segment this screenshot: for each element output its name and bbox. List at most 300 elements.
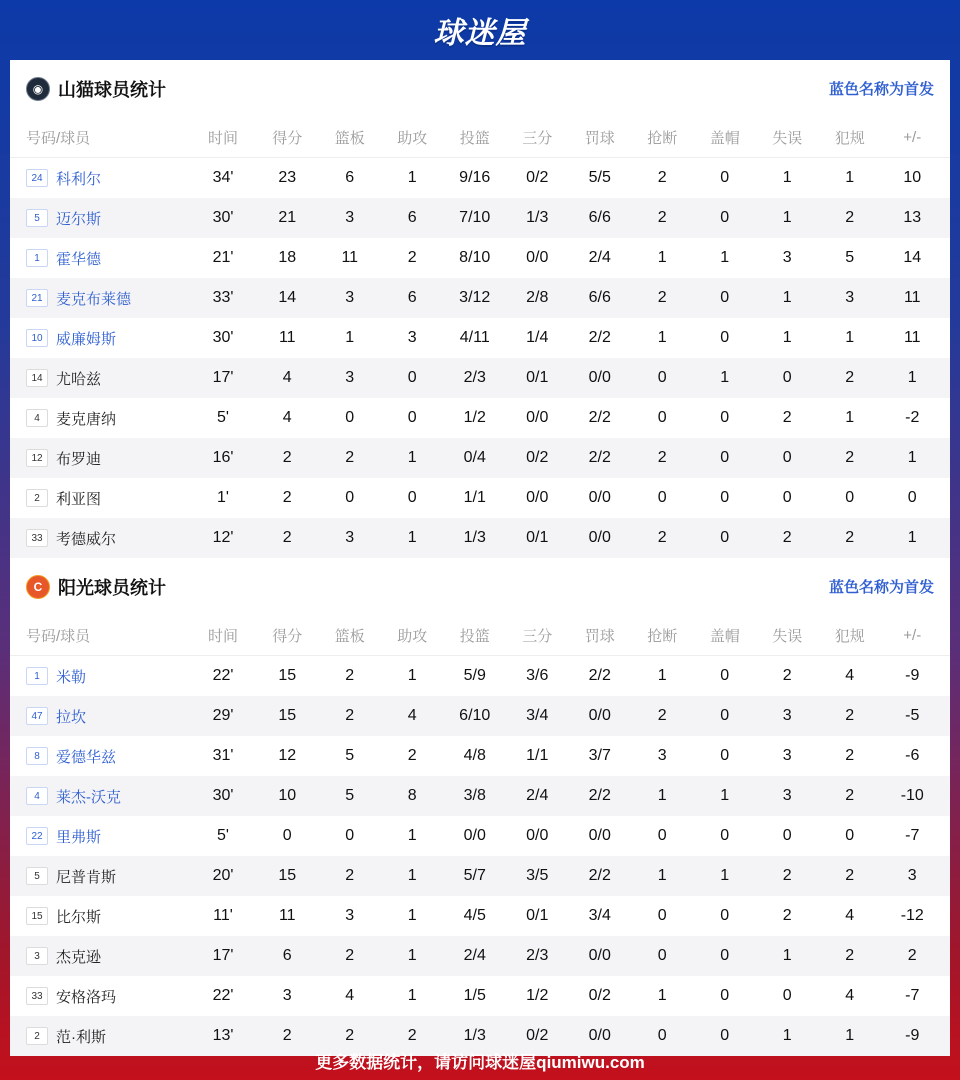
stat-cell: 11: [903, 289, 921, 306]
player-row[interactable]: [10, 696, 950, 736]
player-name[interactable]: 米勒: [56, 668, 87, 686]
stat-cell: 1: [845, 329, 855, 346]
stat-cell: 4/5: [463, 907, 486, 924]
stat-cell: 0/0: [588, 827, 611, 844]
stat-cell: 0/2: [526, 169, 549, 186]
team-section-1: [10, 558, 950, 1056]
stat-cell: -2: [905, 409, 920, 426]
stat-cell: 0: [720, 707, 730, 724]
stat-cell: 5': [217, 409, 229, 426]
player-name[interactable]: 迈尔斯: [56, 210, 102, 228]
column-header: +/-: [903, 626, 922, 644]
stat-cell: 1: [407, 449, 417, 466]
stat-cell: 6: [407, 289, 417, 306]
stat-cell: 1: [345, 329, 355, 346]
player-name[interactable]: 爱德华兹: [56, 748, 117, 766]
stat-cell: 2/8: [526, 289, 549, 306]
stat-cell: 15: [278, 707, 297, 724]
jersey-number: 5: [26, 867, 48, 885]
column-header: 抢断: [647, 627, 678, 645]
stat-cell: 0/0: [588, 489, 611, 506]
column-header: 盖帽: [709, 129, 740, 147]
stat-cell: 3: [345, 289, 355, 306]
stat-cell: 2/2: [588, 329, 611, 346]
stat-cell: 1: [407, 169, 417, 186]
stat-cell: 1/4: [526, 329, 549, 346]
column-header: 助攻: [397, 129, 428, 147]
stat-cell: 0/0: [588, 1027, 611, 1044]
column-header: 失误: [772, 129, 803, 147]
stat-cell: 0: [407, 489, 417, 506]
stat-cell: 14: [278, 289, 297, 306]
player-row[interactable]: [10, 278, 950, 318]
player-cell: [10, 488, 190, 509]
stat-cell: 0/0: [526, 489, 549, 506]
stat-cell: 1: [907, 449, 917, 466]
player-cell: [10, 288, 190, 309]
stat-cell: 1: [782, 329, 792, 346]
stat-cell: 12: [278, 747, 297, 764]
stat-cell: 0: [720, 1027, 730, 1044]
stat-cell: 3: [345, 369, 355, 386]
stat-cell: 1: [907, 369, 917, 386]
stat-cell: 2: [657, 209, 667, 226]
column-header: 得分: [272, 627, 303, 645]
stat-cell: 1/5: [463, 987, 486, 1004]
stat-cell: 0: [720, 449, 730, 466]
stat-cell: 1/3: [463, 1027, 486, 1044]
stat-cell: 2: [657, 169, 667, 186]
jersey-number: 8: [26, 747, 48, 765]
stats-panel: [10, 60, 950, 1046]
stat-cell: 22': [212, 987, 234, 1004]
player-row[interactable]: [10, 358, 950, 398]
stat-cell: 13': [212, 1027, 234, 1044]
stat-cell: 8: [407, 787, 417, 804]
stat-cell: 0: [907, 489, 917, 506]
stat-cell: 2: [345, 947, 355, 964]
stat-cell: 5/7: [463, 867, 486, 884]
player-row[interactable]: [10, 318, 950, 358]
stat-cell: 11': [213, 907, 233, 924]
player-row[interactable]: [10, 158, 950, 198]
stat-cell: 1: [845, 169, 855, 186]
stat-cell: 4: [845, 907, 855, 924]
stat-cell: 1: [407, 667, 417, 684]
stat-cell: 2/3: [463, 369, 486, 386]
stat-cell: 20': [212, 867, 234, 884]
player-cell: [10, 986, 190, 1007]
stat-cell: 1: [907, 529, 917, 546]
stat-cell: 0: [782, 827, 792, 844]
team-title: [26, 76, 166, 102]
player-row[interactable]: [10, 438, 950, 478]
player-row[interactable]: [10, 198, 950, 238]
stat-cell: 3/5: [526, 867, 549, 884]
stat-cell: 1: [657, 329, 667, 346]
stat-cell: 0/4: [463, 449, 486, 466]
jersey-number: 1: [26, 667, 48, 685]
stat-cell: 5/5: [588, 169, 611, 186]
stat-cell: 0/2: [588, 987, 611, 1004]
stat-cell: 0: [720, 329, 730, 346]
player-name[interactable]: 布罗迪: [56, 450, 102, 468]
stat-cell: 23: [278, 169, 297, 186]
stat-cell: 0: [782, 987, 792, 1004]
stat-cell: 0: [845, 827, 855, 844]
stat-cell: 29': [212, 707, 234, 724]
player-row[interactable]: [10, 478, 950, 518]
player-row[interactable]: [10, 856, 950, 896]
team-name: 阳光球员统计: [58, 577, 166, 598]
stat-cell: 1: [782, 209, 792, 226]
stat-cell: 0: [720, 987, 730, 1004]
jersey-number: 14: [26, 369, 48, 387]
team-name: 山猫球员统计: [58, 79, 166, 100]
stat-cell: 2: [782, 529, 792, 546]
player-row[interactable]: [10, 816, 950, 856]
player-row[interactable]: [10, 936, 950, 976]
stat-cell: 2: [407, 747, 417, 764]
jersey-number: 12: [26, 449, 48, 467]
column-header: 罚球: [584, 627, 615, 645]
player-name[interactable]: 科利尔: [56, 170, 102, 188]
stat-cell: 0: [345, 827, 355, 844]
stat-cell: 2: [345, 667, 355, 684]
stat-cell: 4: [845, 987, 855, 1004]
jersey-number: 3: [26, 947, 48, 965]
footer-banner[interactable]: 更多数据统计，请访问球迷屋qiumiwu.com: [315, 1052, 645, 1072]
stat-cell: 2/2: [588, 787, 611, 804]
stat-cell: 0: [782, 369, 792, 386]
stat-cell: 0: [720, 827, 730, 844]
stat-cell: 15: [278, 867, 297, 884]
stat-cell: 2: [845, 867, 855, 884]
stat-cell: 2: [907, 947, 917, 964]
stat-cell: 2: [282, 449, 292, 466]
stat-cell: 13: [903, 209, 922, 226]
column-header: 篮板: [334, 129, 365, 147]
stat-cell: 1: [657, 249, 667, 266]
jersey-number: 10: [26, 329, 48, 347]
player-name[interactable]: 杰克逊: [56, 948, 102, 966]
stat-cell: 0/1: [526, 529, 549, 546]
stat-cell: 2: [845, 707, 855, 724]
stat-cell: 3: [782, 747, 792, 764]
jersey-number: 4: [26, 409, 48, 427]
column-header: 投篮: [459, 627, 490, 645]
stat-cell: 10: [903, 169, 922, 186]
stat-cell: 0: [720, 529, 730, 546]
stat-cell: 6: [345, 169, 355, 186]
stat-cell: 0/1: [526, 907, 549, 924]
stat-cell: 0: [720, 667, 730, 684]
player-cell: [10, 746, 190, 767]
jersey-number: 22: [26, 827, 48, 845]
stat-cell: 2: [657, 289, 667, 306]
stat-cell: 0/2: [526, 1027, 549, 1044]
column-header: 犯规: [834, 627, 865, 645]
stat-cell: 0: [657, 827, 667, 844]
stat-cell: 4/8: [463, 747, 486, 764]
stat-cell: 10: [278, 787, 297, 804]
stat-cell: -10: [900, 787, 924, 804]
stat-cell: 2: [407, 249, 417, 266]
stat-cell: 2: [345, 1027, 355, 1044]
stat-cell: 1/2: [526, 987, 549, 1004]
stat-cell: 3: [345, 209, 355, 226]
column-header: 号码/球员: [26, 129, 91, 147]
player-cell: [10, 666, 190, 687]
column-header: 罚球: [584, 129, 615, 147]
stat-cell: 4: [407, 707, 417, 724]
stat-cell: 1: [845, 409, 855, 426]
player-name[interactable]: 麦克布莱德: [56, 290, 132, 308]
stat-cell: 3: [657, 747, 667, 764]
player-cell: [10, 906, 190, 927]
jersey-number: 15: [26, 907, 48, 925]
column-header: 失误: [772, 627, 803, 645]
stat-cell: 2: [345, 867, 355, 884]
stat-cell: 1: [407, 827, 417, 844]
column-header: 盖帽: [709, 627, 740, 645]
stat-cell: 0: [282, 827, 292, 844]
player-name[interactable]: 霍华德: [56, 250, 102, 268]
stat-cell: 2: [282, 489, 292, 506]
stat-cell: 6/6: [588, 289, 611, 306]
player-cell: [10, 408, 190, 429]
player-name[interactable]: 拉坎: [56, 708, 87, 726]
stat-cell: 3/4: [588, 907, 611, 924]
stat-cell: 0: [657, 369, 667, 386]
stat-cell: 4: [345, 987, 355, 1004]
player-name[interactable]: 麦克唐纳: [56, 410, 117, 428]
stat-cell: 3: [345, 529, 355, 546]
stat-cell: 0: [345, 489, 355, 506]
stat-cell: 0/0: [526, 827, 549, 844]
column-header: 投篮: [459, 129, 490, 147]
stat-cell: 0: [657, 409, 667, 426]
stat-cell: 22': [212, 667, 234, 684]
jersey-number: 33: [26, 529, 48, 547]
stat-cell: -7: [905, 987, 920, 1004]
stat-cell: 3: [845, 289, 855, 306]
jersey-number: 2: [26, 1027, 48, 1045]
player-row[interactable]: [10, 518, 950, 558]
starter-legend-note: 蓝色名称为首发: [828, 579, 934, 596]
player-name[interactable]: 安格洛玛: [56, 988, 117, 1006]
player-name[interactable]: 威廉姆斯: [56, 330, 117, 348]
stat-cell: 2/2: [588, 409, 611, 426]
stat-cell: 3/12: [459, 289, 491, 306]
stat-cell: 7/10: [459, 209, 491, 226]
stat-cell: 15: [278, 667, 297, 684]
stat-cell: 1: [720, 787, 730, 804]
stat-cell: 5': [217, 827, 229, 844]
player-name[interactable]: 莱杰-沃克: [56, 788, 121, 806]
stat-cell: 0: [407, 409, 417, 426]
stat-cell: 1: [407, 987, 417, 1004]
stat-cell: 6/6: [588, 209, 611, 226]
stat-cell: 2: [345, 707, 355, 724]
player-cell: [10, 866, 190, 887]
stat-cell: 2/2: [588, 449, 611, 466]
player-row[interactable]: [10, 656, 950, 696]
stat-cell: 2: [282, 1027, 292, 1044]
stat-cell: 14: [903, 249, 922, 266]
stat-cell: 11: [278, 907, 296, 924]
stat-cell: 2: [782, 907, 792, 924]
stat-cell: 2: [845, 369, 855, 386]
stat-cell: 5: [345, 747, 355, 764]
stat-cell: 11: [278, 329, 296, 346]
stat-cell: 0: [720, 209, 730, 226]
player-row[interactable]: [10, 238, 950, 278]
stat-cell: 0: [720, 947, 730, 964]
stat-cell: 2: [845, 747, 855, 764]
stat-cell: 2: [845, 449, 855, 466]
stat-cell: 1: [657, 867, 667, 884]
stat-cell: 30': [212, 787, 234, 804]
stat-cell: 2/2: [588, 667, 611, 684]
stat-cell: 11: [341, 249, 359, 266]
stat-cell: 0/0: [463, 827, 486, 844]
stat-cell: 3: [782, 249, 792, 266]
player-cell: [10, 248, 190, 269]
stat-cell: 3/6: [526, 667, 549, 684]
stat-cell: 1/1: [463, 489, 486, 506]
player-name[interactable]: 比尔斯: [56, 908, 102, 926]
stat-cell: 0/0: [526, 249, 549, 266]
stat-cell: 2: [845, 947, 855, 964]
stat-cell: 0/0: [588, 947, 611, 964]
column-header: 号码/球员: [26, 627, 91, 645]
stat-cell: 1: [407, 907, 417, 924]
stat-cell: 3: [907, 867, 917, 884]
stat-cell: 3: [782, 787, 792, 804]
stat-cell: 21': [212, 249, 234, 266]
stat-cell: 1: [782, 947, 792, 964]
stat-cell: 2: [845, 529, 855, 546]
table-header-row: [10, 117, 950, 158]
player-name[interactable]: 尼普肯斯: [56, 868, 117, 886]
stat-cell: 16': [212, 449, 234, 466]
player-cell: [10, 368, 190, 389]
stat-cell: 18: [278, 249, 297, 266]
table-header-row: [10, 615, 950, 656]
jersey-number: 24: [26, 169, 48, 187]
player-name[interactable]: 考德威尔: [56, 530, 117, 548]
player-cell: [10, 528, 190, 549]
stat-cell: 0: [782, 449, 792, 466]
stat-cell: 5: [845, 249, 855, 266]
stat-cell: 0/0: [588, 529, 611, 546]
player-row[interactable]: [10, 896, 950, 936]
stat-cell: 0: [720, 289, 730, 306]
stat-cell: 2: [782, 409, 792, 426]
column-header: 篮板: [334, 627, 365, 645]
sun-logo-icon: C: [26, 575, 50, 599]
stat-cell: 30': [212, 329, 234, 346]
column-header: 三分: [522, 627, 553, 645]
stat-cell: 6: [407, 209, 417, 226]
player-cell: [10, 946, 190, 967]
stat-cell: 2/4: [588, 249, 611, 266]
stat-cell: 6: [282, 947, 292, 964]
stat-cell: 2: [782, 867, 792, 884]
stat-cell: 9/16: [459, 169, 491, 186]
stat-cell: 3: [345, 907, 355, 924]
player-name[interactable]: 范·利斯: [56, 1028, 106, 1046]
player-cell: [10, 706, 190, 727]
stat-cell: 0: [345, 409, 355, 426]
player-row[interactable]: [10, 976, 950, 1016]
player-cell: [10, 786, 190, 807]
stat-cell: 2: [657, 449, 667, 466]
player-cell: [10, 168, 190, 189]
stat-cell: 3/4: [526, 707, 549, 724]
stat-cell: -6: [905, 747, 920, 764]
stat-cell: 6/10: [459, 707, 491, 724]
stat-cell: 2/2: [588, 867, 611, 884]
team-title: [26, 574, 166, 600]
stat-cell: 0: [657, 489, 667, 506]
stat-cell: 1: [720, 369, 730, 386]
stat-cell: 11: [903, 329, 921, 346]
stat-cell: 33': [212, 289, 234, 306]
stat-cell: 0: [720, 907, 730, 924]
player-name[interactable]: 里弗斯: [56, 828, 102, 846]
column-header: +/-: [903, 128, 922, 146]
stat-cell: 1: [657, 667, 667, 684]
column-header: 犯规: [834, 129, 865, 147]
stat-cell: 1: [407, 529, 417, 546]
stat-cell: -12: [900, 907, 924, 924]
stat-cell: 0/0: [588, 369, 611, 386]
stat-cell: 0/0: [588, 707, 611, 724]
stat-cell: 3: [407, 329, 417, 346]
player-row[interactable]: [10, 398, 950, 438]
player-row[interactable]: [10, 736, 950, 776]
column-header: 三分: [522, 129, 553, 147]
stat-cell: 1/1: [526, 747, 549, 764]
stat-cell: 2: [845, 209, 855, 226]
jersey-number: 5: [26, 209, 48, 227]
player-cell: [10, 448, 190, 469]
column-header: 助攻: [397, 627, 428, 645]
stat-cell: 1: [720, 249, 730, 266]
stat-cell: 31': [212, 747, 234, 764]
jersey-number: 4: [26, 787, 48, 805]
stat-cell: 34': [212, 169, 234, 186]
lynx-logo-icon: ◉: [26, 77, 50, 101]
player-row[interactable]: [10, 776, 950, 816]
stat-cell: 2/4: [463, 947, 486, 964]
stat-cell: 2/4: [526, 787, 549, 804]
stat-cell: 2: [345, 449, 355, 466]
stat-cell: 0: [720, 409, 730, 426]
stat-cell: 2: [782, 667, 792, 684]
player-name[interactable]: 利亚图: [56, 490, 102, 508]
stat-cell: 0: [407, 369, 417, 386]
player-name[interactable]: 尤哈兹: [56, 370, 102, 388]
stat-cell: 1: [845, 1027, 855, 1044]
stat-cell: 1': [217, 489, 229, 506]
stat-cell: 2: [657, 707, 667, 724]
stat-cell: 2: [282, 529, 292, 546]
stat-cell: 2: [845, 787, 855, 804]
stat-cell: 1: [657, 987, 667, 1004]
